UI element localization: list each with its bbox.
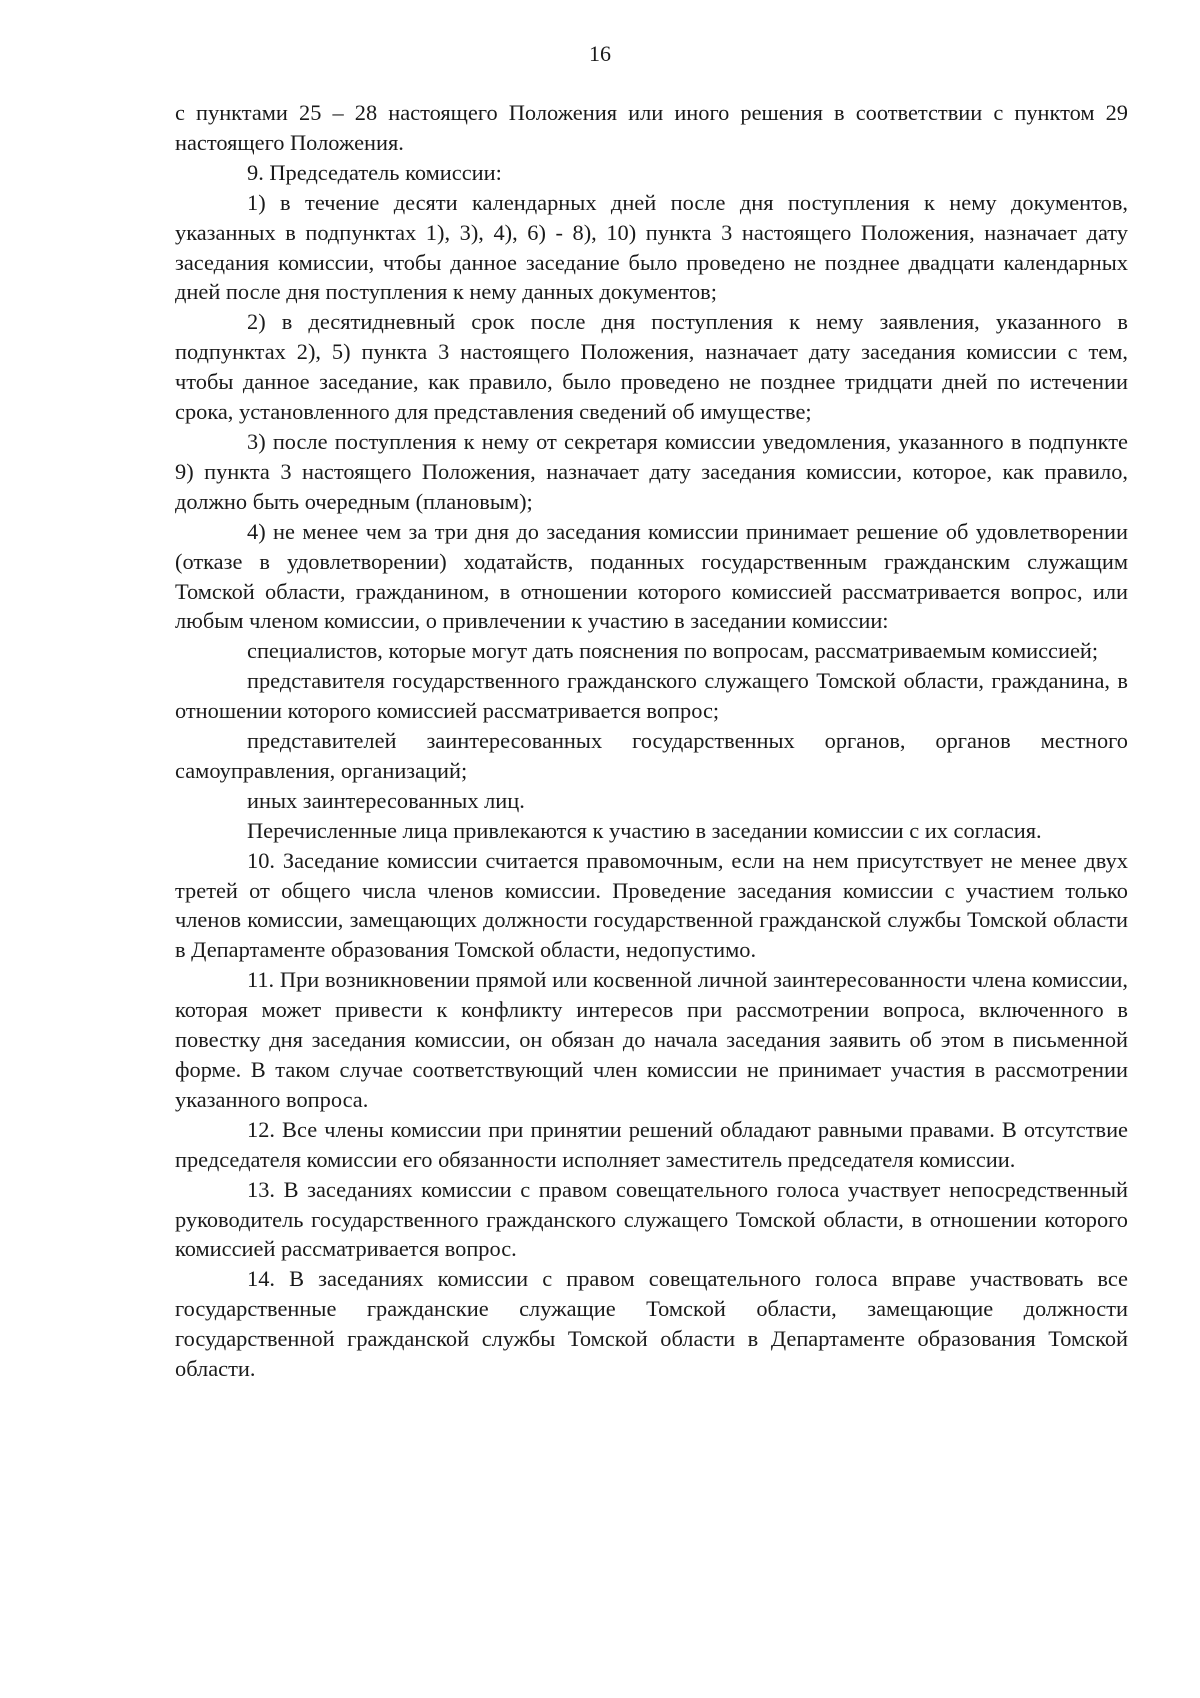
- paragraph-subitem-3: 3) после поступления к нему от секретаря комиссии уведомления, указанного в подпункте 9) пункта 3 настоящего Положения, назначает дату заседания комиссии, которое, как правило, должно быть очередным (плановым);: [175, 428, 1128, 514]
- paragraph-subitem-4: 4) не менее чем за три дня до заседания комиссии принимает решение об удовлетворении (отказе в удовлетворении) ходатайств, поданных государственным гражданским служащим Томской области, гражданином, в отношении которого комиссией рассматривается вопрос, или любым членом комиссии, о привлечении к участию в заседании комиссии:: [175, 518, 1128, 634]
- paragraph-list-specialists: специалистов, которые могут дать пояснения по вопросам, рассматриваемым комиссией;: [247, 638, 1099, 664]
- page-number: 16: [589, 41, 611, 66]
- document-body: [175, 98, 1128, 1384]
- paragraph-list-other: иных заинтересованных лиц.: [247, 787, 525, 813]
- paragraph-item-14: 14. В заседаниях комиссии с правом совещательного голоса вправе участвовать все государственные гражданские служащие Томской области, замещающие должности государственной гражданской службы Томской области в Департаменте образования Томской области.: [175, 1266, 1128, 1382]
- paragraph-list-bodies: представителей заинтересованных государственных органов, органов местного самоуправления, организаций;: [175, 728, 1128, 783]
- paragraph-item-11: 11. При возникновении прямой или косвенной личной заинтересованности члена комиссии, которая может привести к конфликту интересов при рассмотрении вопроса, включенного в повестку дня заседания комиссии, он обязан до начала заседания заявить об этом в письменной форме. В таком случае соответствующий член комиссии не принимает участия в рассмотрении указанного вопроса.: [175, 967, 1128, 1112]
- paragraph-item-13: 13. В заседаниях комиссии с правом совещательного голоса участвует непосредственный руководитель государственного гражданского служащего Томской области, в отношении которого комиссией рассматривается вопрос.: [175, 1176, 1128, 1262]
- paragraph-consent: Перечисленные лица привлекаются к участию в заседании комиссии с их согласия.: [247, 817, 1042, 843]
- paragraph-continuation: с пунктами 25 – 28 настоящего Положения или иного решения в соответствии с пунктом 29 настоящего Положения.: [175, 100, 1128, 155]
- paragraph-list-representative: представителя государственного гражданского служащего Томской области, гражданина, в отношении которого комиссией рассматривается вопрос;: [175, 668, 1128, 724]
- paragraph-item-10: 10. Заседание комиссии считается правомочным, если на нем присутствует не менее двух третей от общего числа членов комиссии. Проведение заседания комиссии с участием только членов комиссии, замещающих должности государственной гражданской службы Томской области в Департаменте образования Томской области, недопустимо.: [175, 847, 1128, 963]
- paragraph-subitem-2: 2) в десятидневный срок после дня поступления к нему заявления, указанного в подпунктах 2), 5) пункта 3 настоящего Положения, назначает дату заседания комиссии с тем, чтобы данное заседание, как правило, было проведено не позднее тридцати дней по истечении срока, установленного для представления сведений об имуществе;: [175, 309, 1128, 425]
- paragraph-item-12: 12. Все члены комиссии при принятии решений обладают равными правами. В отсутствие председателя комиссии его обязанности исполняет заместитель председателя комиссии.: [175, 1116, 1128, 1172]
- paragraph-item-9: 9. Председатель комиссии:: [247, 159, 502, 185]
- paragraph-subitem-1: 1) в течение десяти календарных дней после дня поступления к нему документов, указанных в подпунктах 1), 3), 4), 6) - 8), 10) пункта 3 настоящего Положения, назначает дату заседания комиссии, чтобы данное заседание было проведено не позднее двадцати календарных дней после дня поступления к нему данных документов;: [175, 189, 1128, 305]
